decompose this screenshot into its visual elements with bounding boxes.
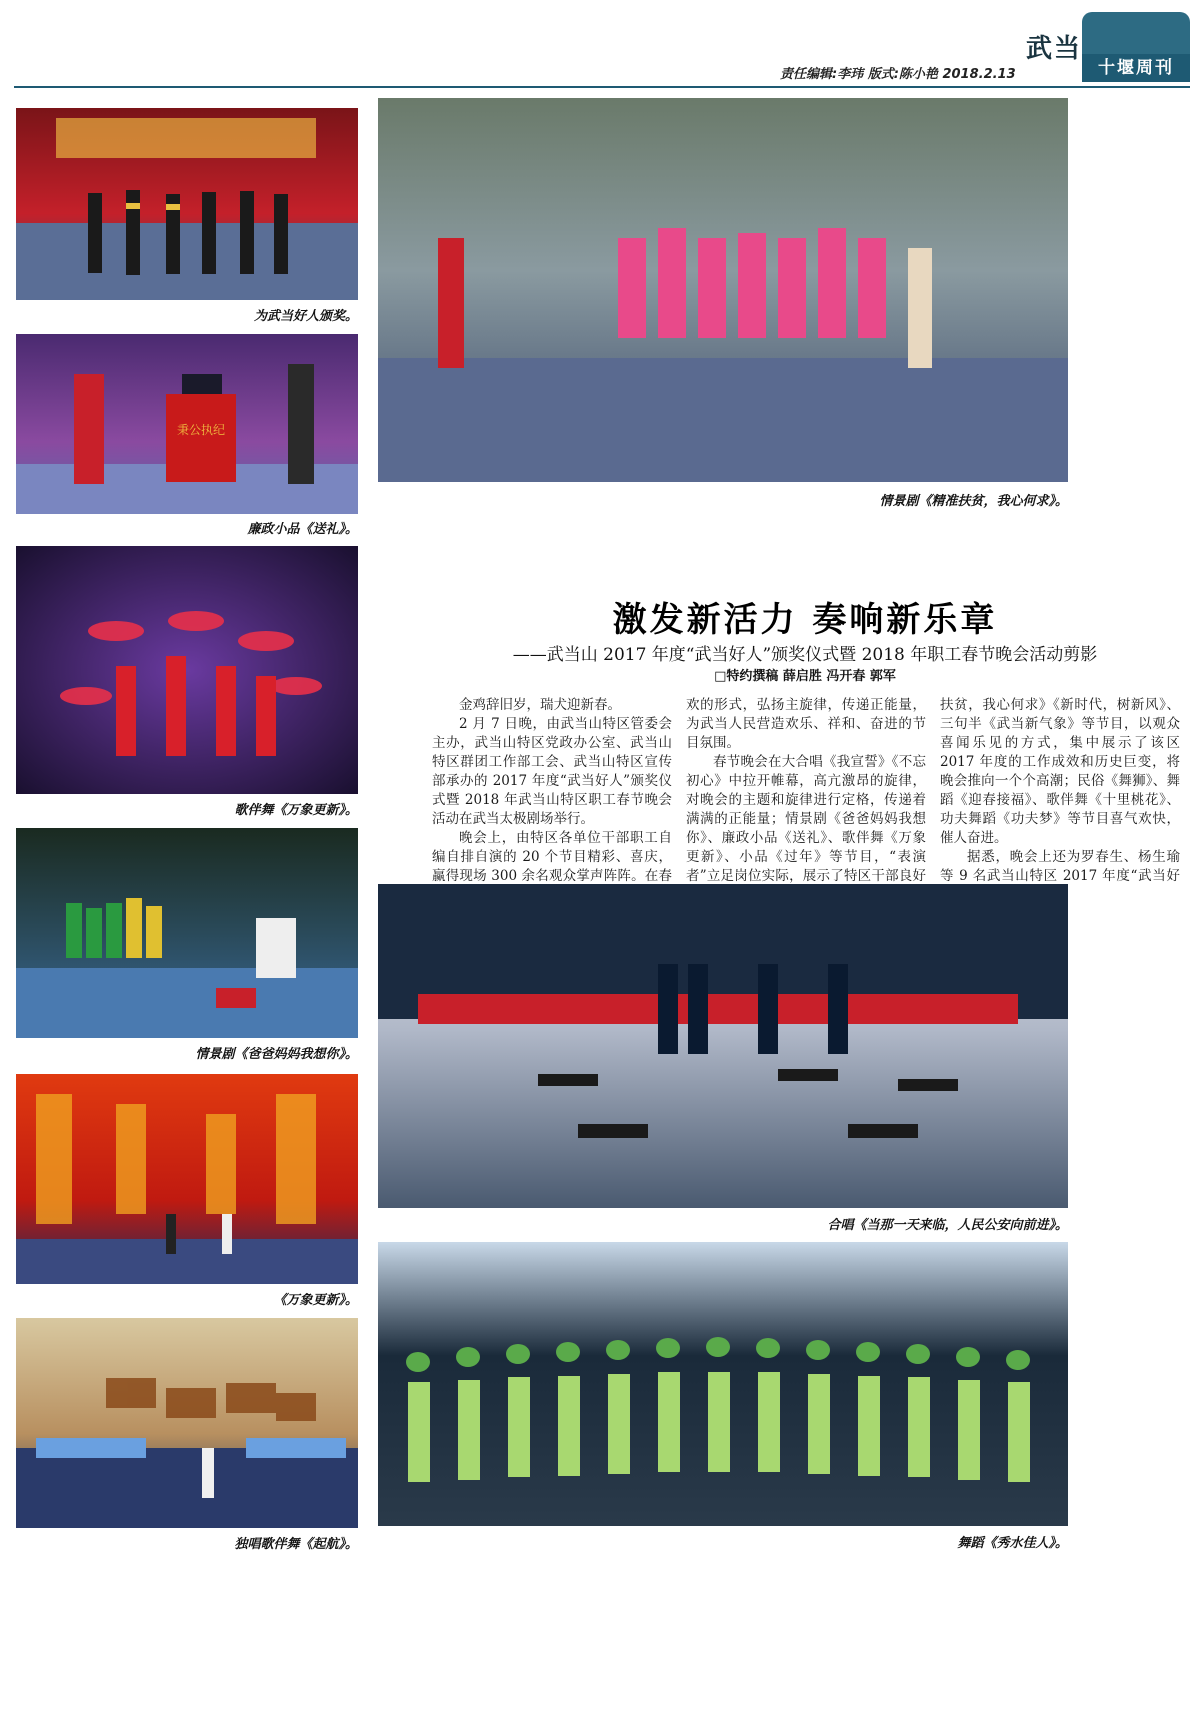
- article-byline: □特约撰稿 薛启胜 冯开春 郭军: [714, 669, 896, 684]
- photo-award-ceremony: [16, 108, 358, 300]
- caption-dance-beauty: 舞蹈《秀水佳人》。: [957, 1536, 1068, 1551]
- caption-play-miss-parents: 情景剧《爸爸妈妈我想你》。: [195, 1047, 358, 1062]
- article-column-3: [940, 696, 1180, 905]
- photo-play-miss-parents: [16, 828, 358, 1038]
- caption-dance-renewal: 歌伴舞《万象更新》。: [234, 803, 358, 818]
- paragraph: 晚会上，由特区各单位干部职工自编自排自演的 20 个节目精彩、喜庆，赢得现场 300 余名观众掌声阵阵。在春: [432, 830, 672, 884]
- caption-police-chorus: 合唱《当那一天来临，人民公安向前进》。: [827, 1218, 1068, 1233]
- paragraph: 据悉，晚会上还为罗春生、杨生瑜等 9 名武当山特区 2017 年度“武当好: [940, 849, 1180, 884]
- photo-renewal-stage: [16, 1074, 358, 1284]
- editor-credits: 责任编辑:李玮 版式:陈小艳 2018.2.13: [780, 67, 1016, 82]
- article-column-1: [432, 696, 672, 905]
- paragraph: 金鸡辞旧岁，瑞犬迎新春。: [459, 697, 621, 713]
- photo-dance-beauty: [378, 1242, 1068, 1526]
- caption-hero: 情景剧《精准扶贫，我心何求》。: [879, 494, 1068, 509]
- caption-renewal-stage: 《万象更新》。: [273, 1293, 358, 1308]
- article-headline: 激发新活力 奏响新乐章: [612, 600, 998, 640]
- photo-skit-gift: [16, 334, 358, 514]
- caption-award-ceremony: 为武当好人颁奖。: [253, 309, 358, 324]
- section-name: 武当: [1026, 34, 1083, 64]
- article-subhead: ——武当山 2017 年度“武当好人”颁奖仪式暨 2018 年职工春节晚会活动剪影: [512, 645, 1098, 665]
- paragraph: 扶贫，我心何求》《新时代，树新风》、三句半《武当新气象》等节目，以观众喜闻乐见的方式，集中展示了该区 2017 年度的工作成效和历史巨变，将晚会推向一个个高潮；民俗《舞狮》、舞蹈《迎春接福》、歌伴舞《十里桃花》、功夫舞蹈《功夫梦》等节目喜气欢快，催人奋进。: [940, 697, 1180, 846]
- photo-solo-setting-sail: [16, 1318, 358, 1528]
- paragraph: 2 月 7 日晚，由武当山特区管委会主办，武当山特区党政办公室、武当山特区群团工作部工会、武当山特区宣传部承办的 2017 年度“武当好人”颁奖仪式暨 2018 年武当山特区职工春节晚会活动在武当太极剧场举行。: [432, 716, 672, 827]
- publication-logo: [1082, 12, 1190, 82]
- paragraph: 春节晚会在大合唱《我宣誓》《不忘初心》中拉开帷幕，高亢激昂的旋律，对晚会的主题和旋律进行定格，传递着满满的正能量；情景剧《爸爸妈妈我想你》、廉政小品《送礼》、歌伴舞《万象更新》、小品《过年》等节目，“表演者”立足岗位实际，展示了特区干部良好: [686, 754, 926, 884]
- caption-solo-setting-sail: 独唱歌伴舞《起航》。: [234, 1537, 358, 1552]
- caption-skit-gift: 廉政小品《送礼》。: [247, 522, 358, 537]
- header-rule: [14, 86, 1190, 88]
- banner-text: 秉公执纪: [176, 423, 226, 437]
- publication-name: 十堰周刊: [1082, 54, 1190, 82]
- photo-police-chorus: [378, 884, 1068, 1208]
- paragraph: 欢的形式，弘扬主旋律，传递正能量，为武当人民营造欢乐、祥和、奋进的节目氛围。: [686, 697, 926, 751]
- photo-dance-renewal: [16, 546, 358, 794]
- photo-hero-poverty-play: [378, 98, 1068, 482]
